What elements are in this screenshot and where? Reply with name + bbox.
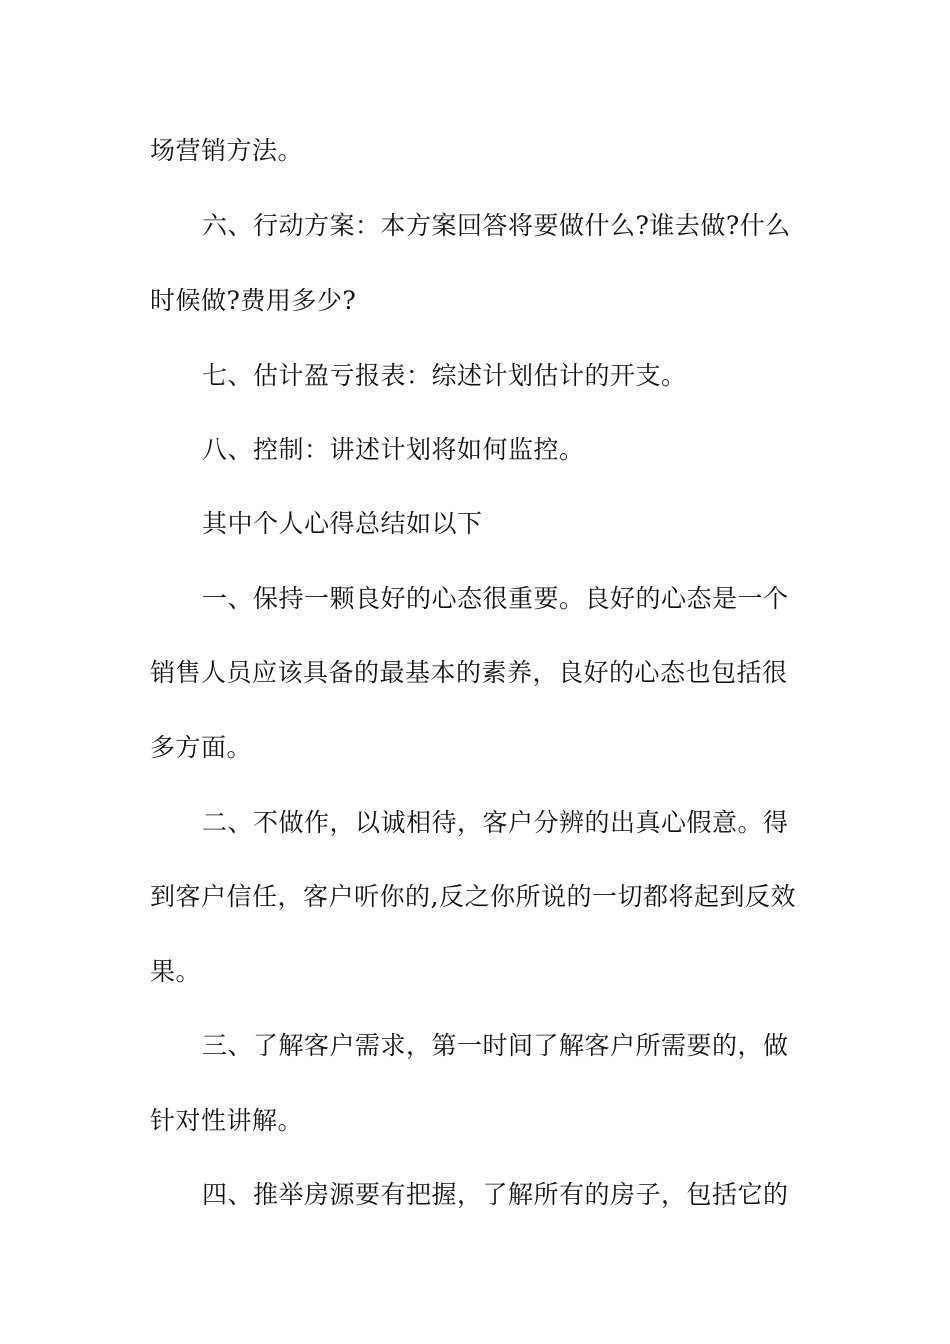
text-line: 一、保持一颗良好的心态很重要。良好的心态是一个 (202, 584, 789, 613)
text-line: 到客户信任，客户听你的,反之你所说的一切都将起到反效 (150, 882, 796, 911)
text-line: 其中个人心得总结如以下 (202, 509, 483, 538)
text-line: 四、推举房源要有把握，了解所有的房子，包括它的 (202, 1180, 789, 1209)
text-line: 场营销方法。 (150, 136, 304, 165)
text-line: 三、了解客户需求，第一时间了解客户所需要的，做 (202, 1031, 789, 1060)
text-line: 八、控制：讲述计划将如何监控。 (202, 435, 585, 464)
text-line: 多方面。 (150, 733, 253, 762)
text-line: 七、估计盈亏报表：综述计划估计的开支。 (202, 361, 687, 390)
text-line: 二、不做作，以诚相待，客户分辨的出真心假意。得 (202, 808, 789, 837)
text-line: 六、行动方案：本方案回答将要做什么?谁去做?什么 (202, 211, 791, 240)
text-line: 时候做?费用多少? (150, 286, 357, 315)
text-line: 销售人员应该具备的最基本的素养，良好的心态也包括很 (150, 658, 788, 687)
text-line: 果。 (150, 957, 202, 986)
text-line: 针对性讲解。 (150, 1106, 304, 1135)
